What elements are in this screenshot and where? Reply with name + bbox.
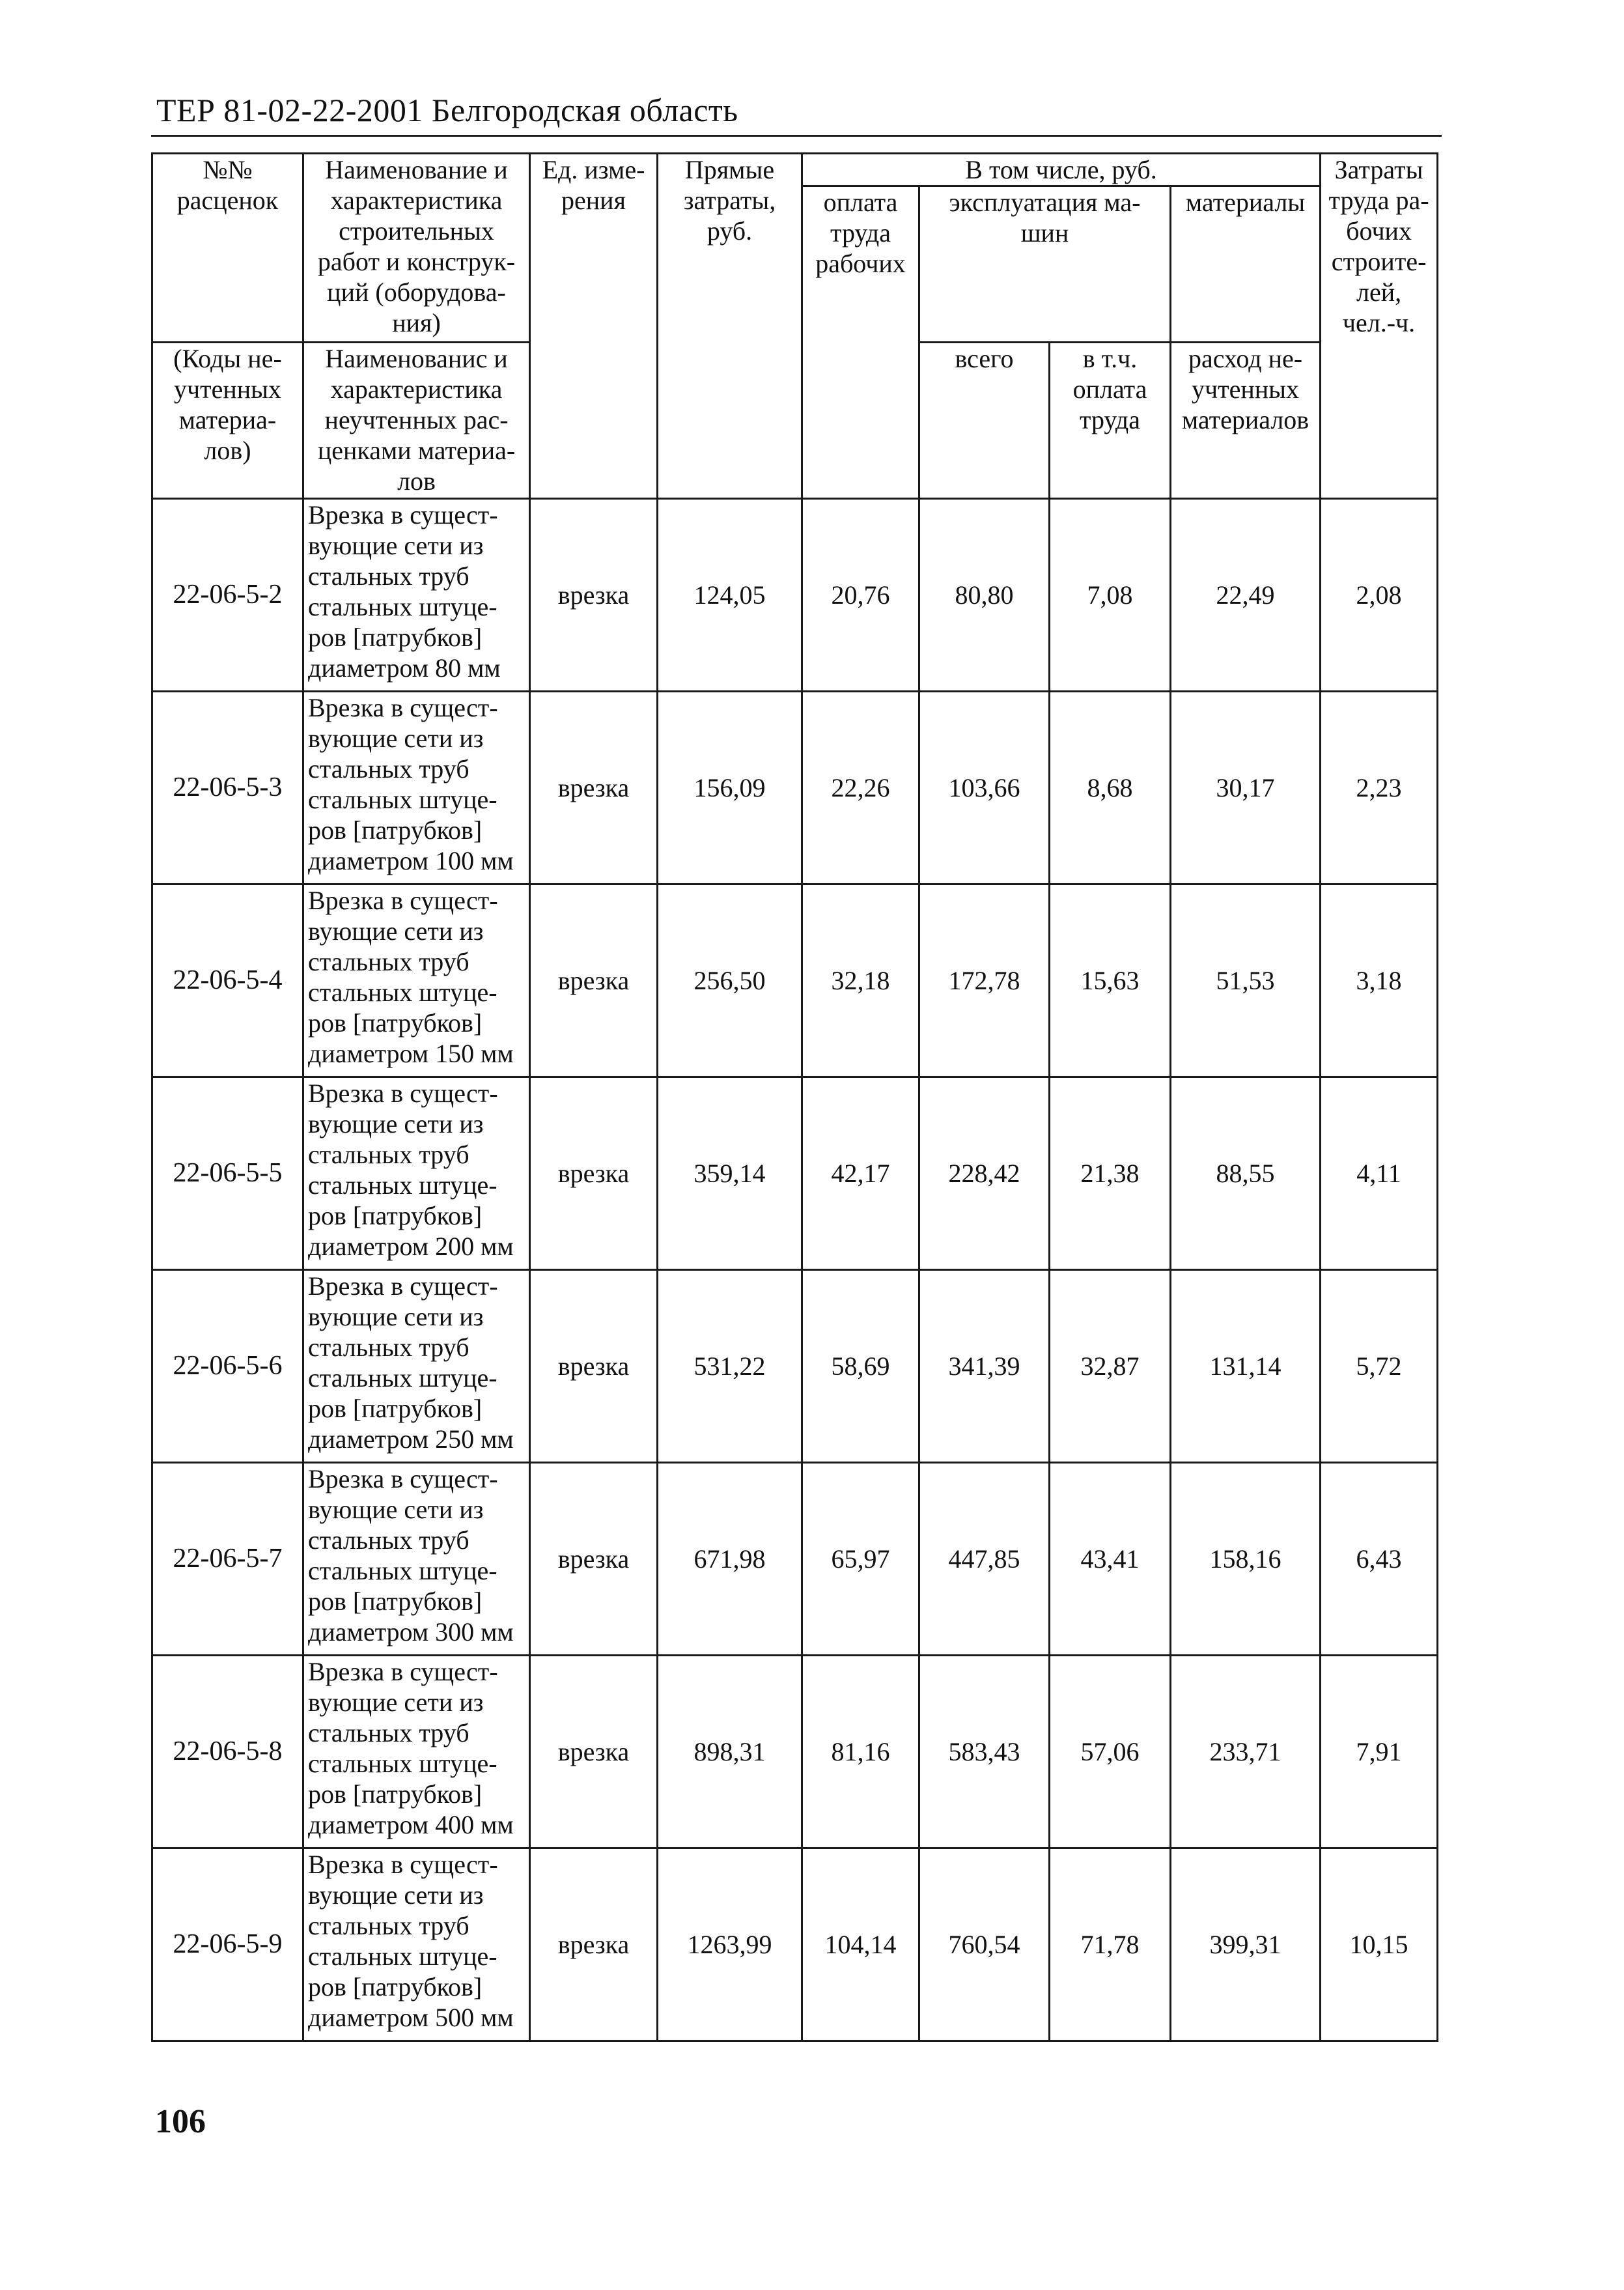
- materials: 22,49: [1171, 499, 1321, 692]
- labor-pay: 104,14: [802, 1848, 919, 2041]
- machines-total: 103,66: [919, 692, 1050, 884]
- header-machines-total: всего: [919, 343, 1050, 499]
- machines-labor-pay: 15,63: [1050, 884, 1171, 1077]
- labor-cost: 7,91: [1321, 1656, 1438, 1848]
- header-unit: Ед. изме- рения: [530, 154, 658, 499]
- work-name: Врезка в сущест- вующие сети из стальных труб стальных штуце- ров [патрубков] диаметром 80 мм: [303, 499, 530, 692]
- labor-cost: 10,15: [1321, 1848, 1438, 2041]
- header-code: №№ расценок: [152, 154, 303, 343]
- unit: врезка: [530, 692, 658, 884]
- direct-costs: 124,05: [658, 499, 802, 692]
- labor-cost: 6,43: [1321, 1463, 1438, 1656]
- machines-labor-pay: 8,68: [1050, 692, 1171, 884]
- machines-labor-pay: 32,87: [1050, 1270, 1171, 1463]
- direct-costs: 531,22: [658, 1270, 802, 1463]
- header-direct: Прямые затраты, руб.: [658, 154, 802, 499]
- rate-code: 22-06-5-7: [152, 1463, 303, 1656]
- header-materials: материалы: [1171, 186, 1321, 343]
- rate-code: 22-06-5-9: [152, 1848, 303, 2041]
- header-code-unaccounted: (Коды не- учтенных материа- лов): [152, 343, 303, 499]
- labor-pay: 58,69: [802, 1270, 919, 1463]
- unit: врезка: [530, 884, 658, 1077]
- machines-total: 172,78: [919, 884, 1050, 1077]
- rate-code: 22-06-5-8: [152, 1656, 303, 1848]
- unit: врезка: [530, 1656, 658, 1848]
- table-row: [152, 1270, 1438, 1463]
- header-machines: эксплуатация ма- шин: [919, 186, 1171, 343]
- unit: врезка: [530, 499, 658, 692]
- unit: врезка: [530, 1077, 658, 1270]
- table-row: [152, 1463, 1438, 1656]
- running-head: ТЕР 81-02-22-2001 Белгородская область: [156, 92, 738, 128]
- labor-pay: 81,16: [802, 1656, 919, 1848]
- header-machines-pay: в т.ч. оплата труда: [1050, 343, 1171, 499]
- labor-pay: 65,97: [802, 1463, 919, 1656]
- work-name: Врезка в сущест- вующие сети из стальных труб стальных штуце- ров [патрубков] диаметром 400 мм: [303, 1656, 530, 1848]
- labor-cost: 2,08: [1321, 499, 1438, 692]
- page-number: 106: [155, 2103, 206, 2140]
- rate-code: 22-06-5-6: [152, 1270, 303, 1463]
- labor-pay: 42,17: [802, 1077, 919, 1270]
- work-name: Врезка в сущест- вующие сети из стальных труб стальных штуце- ров [патрубков] диаметром 300 мм: [303, 1463, 530, 1656]
- direct-costs: 898,31: [658, 1656, 802, 1848]
- work-name: Врезка в сущест- вующие сети из стальных труб стальных штуце- ров [патрубков] диаметром 150 мм: [303, 884, 530, 1077]
- table-row: [152, 692, 1438, 884]
- header-rule: [151, 135, 1442, 137]
- price-table: [151, 152, 1438, 2042]
- labor-pay: 20,76: [802, 499, 919, 692]
- header-name: Наименование и характеристика строительных работ и конструк- ций (оборудова- ния): [303, 154, 530, 343]
- rate-code: 22-06-5-3: [152, 692, 303, 884]
- direct-costs: 671,98: [658, 1463, 802, 1656]
- direct-costs: 359,14: [658, 1077, 802, 1270]
- table-row: [152, 884, 1438, 1077]
- materials: 131,14: [1171, 1270, 1321, 1463]
- direct-costs: 156,09: [658, 692, 802, 884]
- materials: 51,53: [1171, 884, 1321, 1077]
- table-row: [152, 1077, 1438, 1270]
- machines-total: 583,43: [919, 1656, 1050, 1848]
- rate-code: 22-06-5-5: [152, 1077, 303, 1270]
- header-including: В том числе, руб.: [802, 154, 1321, 186]
- rate-code: 22-06-5-4: [152, 884, 303, 1077]
- header-labor-cost: Затраты труда ра- бочих строите- лей, чел.-ч.: [1321, 154, 1438, 499]
- machines-total: 228,42: [919, 1077, 1050, 1270]
- labor-cost: 2,23: [1321, 692, 1438, 884]
- machines-labor-pay: 71,78: [1050, 1848, 1171, 2041]
- materials: 158,16: [1171, 1463, 1321, 1656]
- direct-costs: 1263,99: [658, 1848, 802, 2041]
- labor-cost: 4,11: [1321, 1077, 1438, 1270]
- machines-total: 341,39: [919, 1270, 1050, 1463]
- work-name: Врезка в сущест- вующие сети из стальных труб стальных штуце- ров [патрубков] диаметром 200 мм: [303, 1077, 530, 1270]
- work-name: Врезка в сущест- вующие сети из стальных труб стальных штуце- ров [патрубков] диаметром 250 мм: [303, 1270, 530, 1463]
- table-row: [152, 1656, 1438, 1848]
- labor-cost: 5,72: [1321, 1270, 1438, 1463]
- direct-costs: 256,50: [658, 884, 802, 1077]
- machines-labor-pay: 57,06: [1050, 1656, 1171, 1848]
- machines-labor-pay: 7,08: [1050, 499, 1171, 692]
- unit: врезка: [530, 1463, 658, 1656]
- header-labor-pay: оплата труда рабочих: [802, 186, 919, 499]
- table-row: [152, 499, 1438, 692]
- table-row: [152, 1848, 1438, 2041]
- labor-pay: 22,26: [802, 692, 919, 884]
- machines-total: 447,85: [919, 1463, 1050, 1656]
- machines-labor-pay: 21,38: [1050, 1077, 1171, 1270]
- materials: 30,17: [1171, 692, 1321, 884]
- labor-pay: 32,18: [802, 884, 919, 1077]
- work-name: Врезка в сущест- вующие сети из стальных труб стальных штуце- ров [патрубков] диаметром 100 мм: [303, 692, 530, 884]
- unit: врезка: [530, 1848, 658, 2041]
- header-name-unaccounted: Наименованис и характеристика неучтенных рас- ценками материа- лов: [303, 343, 530, 499]
- work-name: Врезка в сущест- вующие сети из стальных труб стальных штуце- ров [патрубков] диаметром 500 мм: [303, 1848, 530, 2041]
- materials: 233,71: [1171, 1656, 1321, 1848]
- header-row-1: [152, 154, 1438, 186]
- rate-code: 22-06-5-2: [152, 499, 303, 692]
- machines-labor-pay: 43,41: [1050, 1463, 1171, 1656]
- materials: 88,55: [1171, 1077, 1321, 1270]
- labor-cost: 3,18: [1321, 884, 1438, 1077]
- header-unaccounted: расход не- учтенных материалов: [1171, 343, 1321, 499]
- machines-total: 80,80: [919, 499, 1050, 692]
- materials: 399,31: [1171, 1848, 1321, 2041]
- unit: врезка: [530, 1270, 658, 1463]
- machines-total: 760,54: [919, 1848, 1050, 2041]
